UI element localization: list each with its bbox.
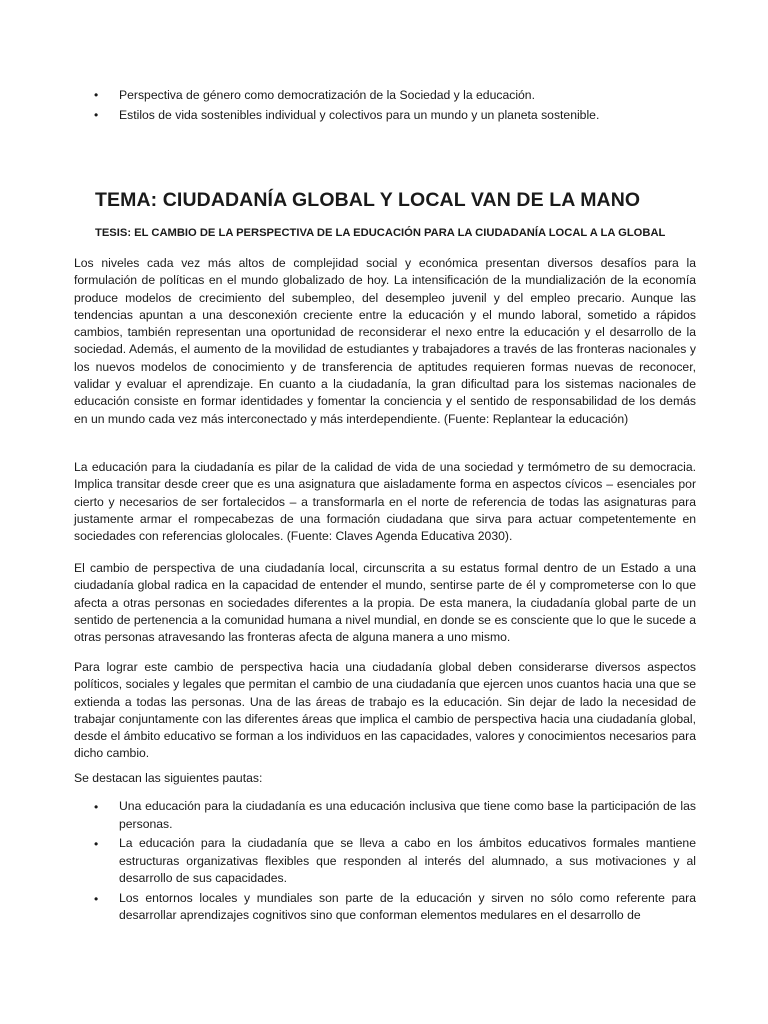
bullet-text: La educación para la ciudadanía que se lleva a cabo en los ámbitos educativos formales mantiene estructuras organizativas flexibles que responden al interés del alumnado, a sus motivaciones y al desarrollo de sus capacidades. [119,836,696,885]
guidelines-intro: Se destacan las siguientes pautas: [74,771,263,785]
paragraph: La educación para la ciudadanía es pilar de la calidad de vida de una sociedad y termómetro de su democracia. Implica transitar desde creer que es una asignatura que aisladamente forma en aspectos cívicos – esenciales por cierto y necesarios de ser fortalecidos – a transformarla en el norte de referencia de todas las asignaturas para justamente armar el rompecabezas de una formación ciudadana que sirva para actuar competentemente en sociedades con referencias glolocales. (Fuente: Claves Agenda Educativa 2030). [74,460,696,544]
paragraph: Los niveles cada vez más altos de complejidad social y económica presentan diversos desafíos para la formulación de políticas en el mundo globalizado de hoy. La intensificación de la mundialización de la economía produce modelos de crecimiento del subempleo, del desempleo juvenil y del empleo precario. Aunque las tendencias apuntan a una desconexión creciente entre la educación y el mundo laboral, sometido a rápidos cambios, también representan una oportunidad de reconsiderar el nexo entre la educación y el desarrollo de la sociedad. Además, el aumento de la movilidad de estudiantes y trabajadores a través de las fronteras nacionales y los nuevos modelos de conocimiento y de transferencia de aptitudes requieren formas nuevas de reconocer, validar y evaluar el aprendizaje. En cuanto a la ciudadanía, la gran dificultad para los sistemas nacionales de educación consiste en formar identidades y fomentar la conciencia y el sentido de responsabilidad de los demás en un mundo cada vez más interconectado y más interdependiente. (Fuente: Replantear la educación) [74,256,696,426]
bullet-icon: • [94,837,99,851]
bullet-icon: • [94,88,99,102]
list-item [94,106,696,124]
thesis-heading: TESIS: EL CAMBIO DE LA PERSPECTIVA DE LA EDUCACIÓN PARA LA CIUDADANÍA LOCAL A LA GLOBAL [95,227,666,239]
list-item [94,86,696,104]
bullet-icon: • [94,891,99,906]
top-bullet-list [94,86,696,126]
list-item [94,890,696,925]
bullet-icon: • [94,108,99,122]
guidelines-bullet-list [94,798,696,927]
bullet-text: Estilos de vida sostenibles individual y colectivos para un mundo y un planeta sostenible. [119,108,600,122]
bullet-icon: • [94,800,99,814]
paragraph: El cambio de perspectiva de una ciudadanía local, circunscrita a su estatus formal dentro de un Estado a una ciudadanía global radica en la capacidad de entender el mundo, sentirse parte de él y comprometerse con lo que afecta a otras personas en sociedades diferentes a la propia. De esta manera, la ciudadanía global parte de un sentido de pertenencia a la comunidad humana a nivel mundial, en donde se es consciente que lo que le sucede a otras personas atravesando las fronteras afecta de alguna manera a uno mismo. [74,561,696,645]
list-item [94,798,696,833]
bullet-text: Los entornos locales y mundiales son parte de la educación y sirven no sólo como referente para desarrollar aprendizajes cognitivos sino que conforman elementos medulares en el desarrollo de [119,890,696,922]
page-title: TEMA: CIUDADANÍA GLOBAL Y LOCAL VAN DE LA MANO [95,189,641,211]
paragraph: Para lograr este cambio de perspectiva hacia una ciudadanía global deben considerarse diversos aspectos políticos, sociales y legales que permitan el cambio de una ciudadanía que ejercen unos cuantos hacia una que se extienda a todas las personas. Una de las áreas de trabajo es la educación. Sin dejar de lado la necesidad de trabajar conjuntamente con las diferentes áreas que implica el cambio de perspectiva hacia una ciudadanía global, desde el ámbito educativo se forman a los individuos en las capacidades, valores y conocimientos necesarios para dicho cambio. [74,660,696,761]
bullet-text: Una educación para la ciudadanía es una educación inclusiva que tiene como base la participación de las personas. [119,799,696,831]
list-item [94,835,696,888]
bullet-text: Perspectiva de género como democratización de la Sociedad y la educación. [119,88,535,102]
